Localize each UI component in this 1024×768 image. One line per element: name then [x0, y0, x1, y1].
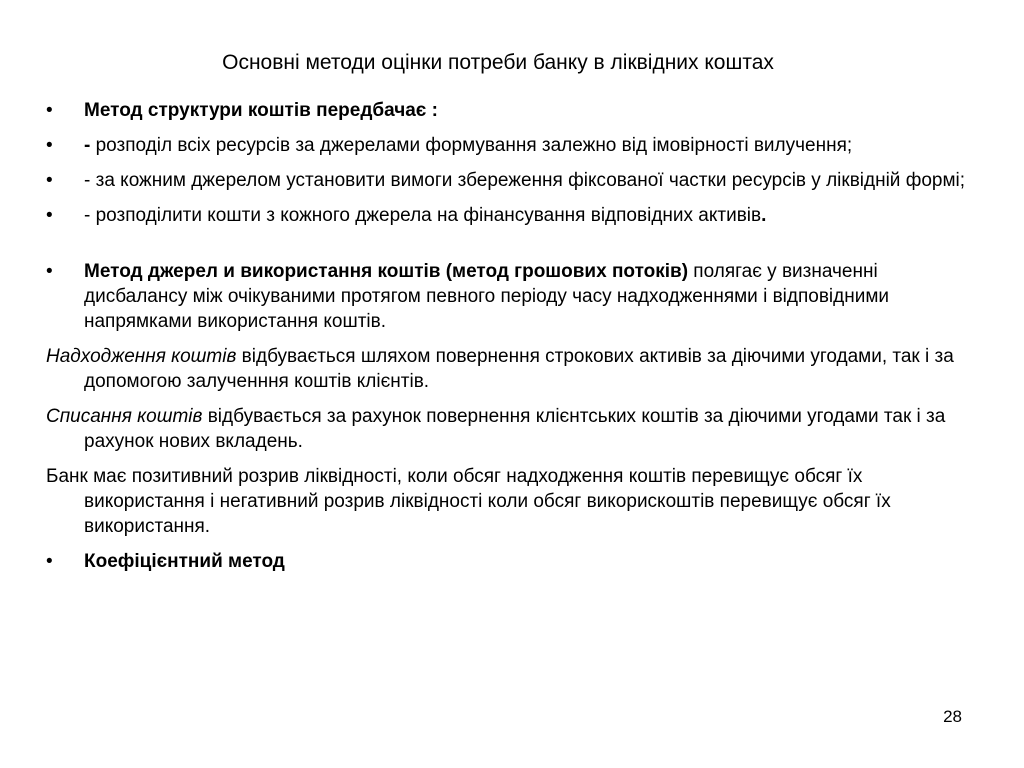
bullet-requirements — [46, 168, 986, 193]
writeoff-term: Списання коштів — [46, 406, 203, 427]
structure-method-heading: Метод структури коштів передбачає : — [84, 100, 438, 121]
sources-method-heading: Метод джерел и використання коштів (метод грошових потоків) — [84, 261, 689, 282]
bullet-dot: • — [46, 170, 53, 191]
paragraph-liquidity-gap — [46, 464, 986, 539]
allocate-text: - розподілити кошти з кожного джерела на фінансування відповідних активів — [84, 205, 762, 226]
inflow-text: відбувається шляхом повернення строкових активів за діючими угодами, так і за допомогою залученння коштів клієнтів. — [84, 346, 954, 392]
paragraph-inflow — [46, 344, 986, 394]
distribution-dash: - — [84, 135, 96, 156]
distribution-text: розподіл всіх ресурсів за джерелами формування залежно від імовірності вилучення; — [95, 135, 853, 156]
bullet-dot: • — [46, 261, 53, 282]
bullet-coefficient-method — [46, 549, 986, 574]
page-number: 28 — [943, 707, 962, 726]
bullet-dot: • — [46, 135, 53, 156]
bullet-dot: • — [46, 100, 53, 121]
bullet-structure-method — [46, 98, 986, 123]
liquidity-gap-text: Банк має позитивний розрив ліквідності, коли обсяг надходження коштів перевищує обсяг їх використання і негативний розрив ліквідності коли обсяг викорискоштів перевищує обсяг їх використання. — [46, 466, 891, 537]
paragraph-writeoff — [46, 404, 986, 454]
requirements-text: - за кожним джерелом установити вимоги збереження фіксованої частки ресурсів у ліквідній формі; — [84, 170, 966, 191]
bullet-sources-method — [46, 259, 986, 334]
allocate-period: . — [761, 205, 767, 226]
bullet-dot: • — [46, 551, 53, 572]
writeoff-text: відбувається за рахунок повернення клієнтських коштів за діючими угодами так і за рахунок нових вкладень. — [84, 406, 946, 452]
bullet-dot: • — [46, 205, 53, 226]
sources-method-text: полягає у визначенні дисбалансу між очікуваними протягом певного періоду часу надходженнями і відповідними напрямками використання коштів. — [84, 261, 890, 332]
bullet-distribution — [46, 133, 986, 158]
coefficient-method-heading: Коефіцієнтний метод — [84, 551, 285, 572]
slide-content — [46, 98, 986, 584]
inflow-term: Надходження коштів — [46, 346, 237, 367]
slide-title: Основні методи оцінки потреби банку в ліквідних коштах — [222, 51, 774, 74]
bullet-allocate — [46, 203, 986, 228]
